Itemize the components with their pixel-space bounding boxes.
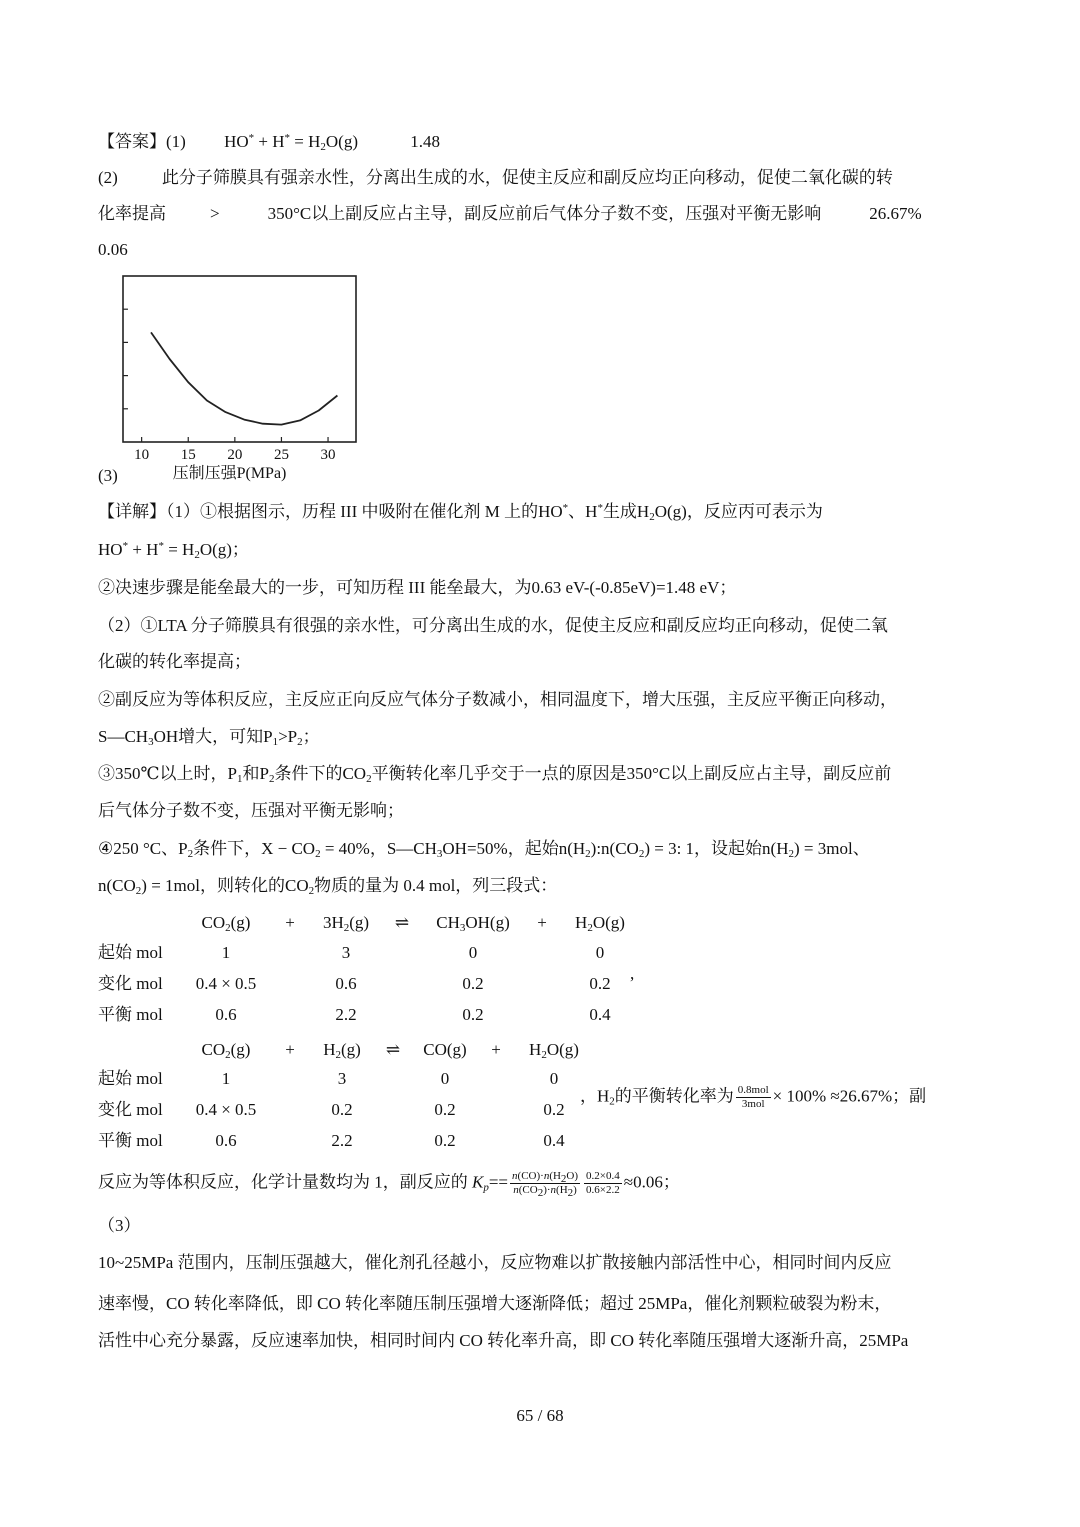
t1-header-ch3oh: $CH_3OH(g)$ — [436, 913, 510, 934]
pressure-chart — [98, 268, 378, 483]
h2-conversion-fraction: $\frac{\text{0.8mol}}{\text{3mol}}$ — [737, 1084, 769, 1110]
detail-part-3-line-1: 10~25MPa 范围内，压制压强越大，催化剂孔径越小，反应物难以扩散接触内部活性中心，相同时间内反应 — [98, 1253, 892, 1272]
detail-line-4: （2）①LTA 分子筛膜具有很强的亲水性，可分离出生成的水，促使主反应和副反应均正向移动，促使二氧 — [98, 616, 888, 635]
t2-row-label: 起始 mol — [98, 1069, 163, 1088]
detail-line-8: ③350℃以上时，$P_1$和$P_2$条件下的$CO_2$平衡转化率几乎交于一点的原因是350°C以上副反应占主导，副反应前 — [98, 764, 892, 785]
t1-plus-1: + — [285, 913, 295, 932]
t1-cell: 1 — [221, 943, 231, 962]
detail-part-3-label: （3） — [98, 1216, 141, 1235]
t1-row-label: 平衡 mol — [98, 1005, 163, 1024]
t1-row-label: 起始 mol — [98, 943, 163, 962]
t2-cell: 0.4 — [543, 1131, 565, 1150]
answer-part-3-number: (3) — [98, 466, 118, 485]
t1-cell: 0.2 — [462, 974, 484, 993]
t2-plus-2: + — [491, 1040, 501, 1059]
t2-equilibrium-arrow: ⇌ — [385, 1040, 401, 1059]
x-tick-label: 10 — [134, 447, 150, 463]
x-tick-label: 15 — [180, 447, 196, 463]
t2-plus-1: + — [285, 1040, 295, 1059]
series-line — [151, 332, 337, 424]
t2-header-co: CO(g) — [423, 1040, 467, 1059]
answer-part-1-number: (1) — [166, 132, 186, 151]
t2-cell: 3 — [337, 1069, 347, 1088]
detail-line-9: 后气体分子数不变，压强对平衡无影响； — [98, 801, 404, 820]
t1-cell: 0.6 — [335, 974, 357, 993]
t2-cell: 0.2 — [331, 1100, 353, 1119]
detail-part-3-line-3: 活性中心充分暴露，反应速率加快，相同时间内 CO 转化率升高，即 CO 转化率随压强增大逐渐升高，25MPa — [98, 1331, 909, 1350]
t1-plus-2: + — [537, 913, 547, 932]
t2-cell: 0.2 — [434, 1131, 456, 1150]
t1-cell: 0 — [468, 943, 478, 962]
kp-line: 反应为等体积反应，化学计量数均为 1，副反应的 $K_p==$ $\frac{n(CO)\cdot n(H_2O)}{n(CO_2)\cdot n(H_2)}$ $\frac{0.2\times 0.4}{0.6\times 2.2}$ ≈0.06； — [98, 1170, 680, 1199]
t2-row-label: 平衡 mol — [98, 1131, 163, 1150]
detail-line-2: $HO^* + H^* = H_2O(g)$； — [98, 540, 249, 561]
t1-cell: 2.2 — [335, 1005, 357, 1024]
t2-header-h2: $H_2(g)$ — [323, 1040, 361, 1061]
t1-cell: 0.4 — [589, 1005, 611, 1024]
t1-equilibrium-arrow: ⇌ — [394, 913, 410, 932]
t2-cell: 0 — [549, 1069, 559, 1088]
detail-line-5: 化碳的转化率提高； — [98, 652, 251, 671]
x-axis-label: 压制压强P(MPa) — [172, 465, 287, 482]
t2-cell: 0.2 — [434, 1100, 456, 1119]
t2-header-h2o: $H_2O(g)$ — [529, 1040, 579, 1061]
answer-part-2-reason: 350°C以上副反应占主导，副反应前后气体分子数不变，压强对平衡无影响 — [267, 204, 822, 223]
detail-line-7: $S—CH_3OH$增大，可知$P_1>P_2$； — [98, 727, 320, 748]
answer-line-1 — [98, 130, 440, 154]
x-tick-label: 25 — [273, 447, 289, 463]
answer-part-2-kp: 0.06 — [98, 240, 128, 259]
detail-line-1: 【详解】（1）①根据图示，历程 III 中吸附在催化剂 M 上的HO*、H*生成$H_2O(g)$，反应丙可表示为 — [98, 502, 823, 523]
answer-label: 【答案】 — [98, 132, 166, 151]
answer-part-1-equation: $HO^* + H^* = H_2O(g)$ — [224, 132, 358, 153]
t1-cell: 0.4 × 0.5 — [195, 974, 257, 993]
t1-cell: 0.2 — [462, 1005, 484, 1024]
t1-cell: 0.2 — [589, 974, 611, 993]
t2-cell: 0 — [440, 1069, 450, 1088]
t2-cell: 0.2 — [543, 1100, 565, 1119]
h2-conversion-text: ，$H_2$的平衡转化率为 $\frac{\text{0.8mol}}{\text{3mol}}$ × 100% ≈26.67%；副 — [580, 1084, 927, 1110]
t1-header-co2: $CO_2(g)$ — [201, 913, 251, 934]
t2-header-co2: $CO_2(g)$ — [201, 1040, 251, 1061]
answer-line-3 — [98, 202, 922, 226]
kp-numeric-fraction: $\frac{0.2\times 0.4}{0.6\times 2.2}$ — [586, 1170, 620, 1196]
answer-part-2-percent: 26.67% — [869, 204, 922, 223]
detail-line-3: ②决速步骤是能垒最大的一步，可知历程 III 能垒最大，为0.63 eV-(-0.85eV)=1.48 eV； — [98, 578, 737, 597]
t1-header-h2o: $H_2O(g)$ — [575, 913, 625, 934]
answer-part-2-text-cont: 化率提高 — [98, 204, 166, 223]
t1-cell: 0.6 — [215, 1005, 237, 1024]
t1-cell: 3 — [341, 943, 351, 962]
detail-line-11: $n(CO_2) = 1mol$，则转化的$CO_2$物质的量为 0.4 mol，列三段式： — [98, 876, 558, 897]
t1-comma: , — [630, 964, 635, 983]
t2-cell: 2.2 — [331, 1131, 353, 1150]
detail-part-3-line-2: 速率慢，CO 转化率降低，即 CO 转化率随压制压强增大逐渐降低；超过 25MPa，催化剂颗粒破裂为粉末， — [98, 1294, 892, 1313]
answer-part-2-number: (2) — [98, 168, 118, 187]
answer-part-1-value: 1.48 — [410, 132, 440, 151]
t1-row-label: 变化 mol — [98, 974, 163, 993]
t1-cell: 0 — [595, 943, 605, 962]
t2-cell: 1 — [221, 1069, 231, 1088]
answer-part-2-comparison: > — [210, 204, 220, 223]
t1-header-h2: $3H_2(g)$ — [322, 913, 370, 934]
answer-part-2-text: 此分子筛膜具有强亲水性，分离出生成的水，促使主反应和副反应均正向移动，促使二氧化碳的转 — [161, 168, 893, 187]
t2-row-label: 变化 mol — [98, 1100, 163, 1119]
answer-line-2 — [98, 166, 893, 190]
detail-line-10: ④250 °C、$P_2$条件下，$X - CO_2 = 40\%$，$S—CH_3OH=50\%$，起始$n(H_2):n(CO_2) = 3$: 1，设起始$n(H_2) = 3mol$、 — [98, 839, 870, 860]
x-tick-label: 20 — [227, 447, 243, 463]
x-tick-label: 30 — [320, 447, 336, 463]
page-number: 65 / 68 — [516, 1406, 564, 1425]
detail-label: 【详解】 — [98, 502, 166, 521]
kp-expression-fraction: $\frac{n(CO)\cdot n(H_2O)}{n(CO_2)\cdot n(H_2)}$ — [512, 1170, 579, 1199]
t2-cell: 0.6 — [215, 1131, 237, 1150]
t2-cell: 0.4 × 0.5 — [195, 1100, 257, 1119]
detail-line-6: ②副反应为等体积反应，主反应正向反应气体分子数减小，相同温度下，增大压强，主反应平衡正向移动， — [98, 690, 897, 709]
